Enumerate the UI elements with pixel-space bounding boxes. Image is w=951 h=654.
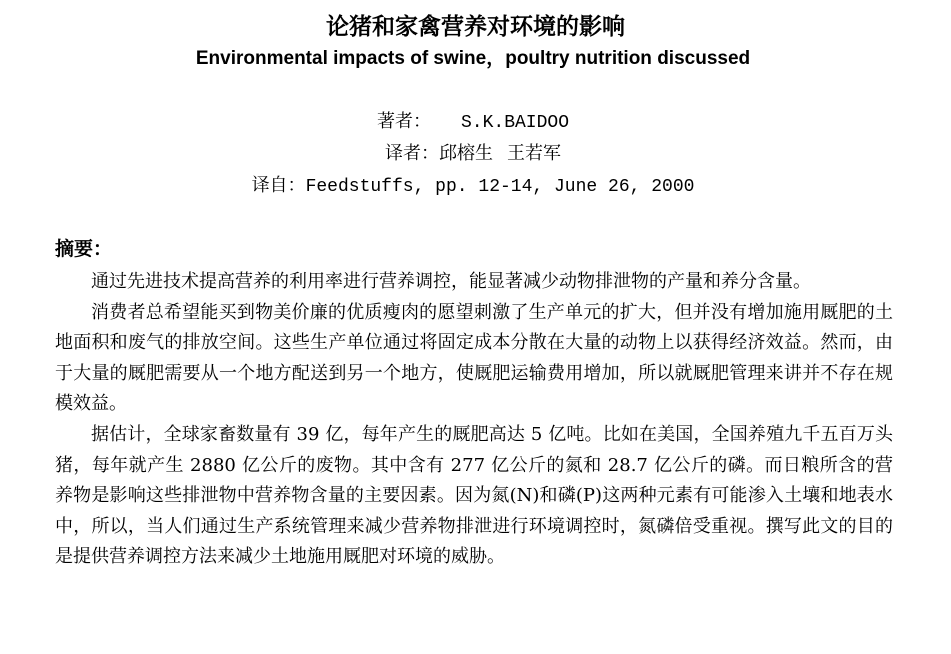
source-label: 译自： (251, 175, 306, 196)
translator-label: 译者： (385, 143, 439, 164)
translator-name-2: 王若军 (507, 143, 561, 164)
title-chinese: 论猪和家禽营养对环境的影响 (326, 14, 625, 40)
author-label: 著者： (376, 111, 431, 132)
title-english: Environmental impacts of swine，poultry nutrition discussed (195, 48, 751, 69)
abstract-heading: 摘要： (55, 238, 113, 260)
translator-line (0, 141, 946, 167)
author-line (0, 109, 946, 136)
translator-name-1: 邱榕生 (439, 143, 493, 164)
source-line (0, 173, 946, 200)
author-name: S.K.BAIDOO (460, 113, 570, 133)
abstract-paragraph: 据估计，全球家畜数量有 39 亿，每年产生的厩肥高达 5 亿吨。比如在美国，全国养殖九千五百万头猪，每年就产生 2880 亿公斤的废物。其中含有 277 亿公斤的氮和 28.7 亿公斤的磷。而日粮所含的营养物是影响这些排泄物中营养物含量的主要因素。因为氮(N)和磷(P)这两种元素有可能渗入土壤和地表水中，所以，当人们通过生产系统管理来减少营养物排泄进行环境调控时，氮磷倍受重视。撰写此文的目的是提供营养调控方法来减少土地施用厩肥对环境的威胁。 (55, 423, 893, 568)
source-citation: Feedstuffs, pp. 12-14, June 26, 2000 (305, 177, 695, 197)
abstract-body (55, 267, 893, 573)
abstract-paragraph: 通过先进技术提高营养的利用率进行营养调控，能显著减少动物排泄物的产量和养分含量。 (91, 271, 811, 292)
abstract-paragraph: 消费者总希望能买到物美价廉的优质瘦肉的愿望刺激了生产单元的扩大，但并没有增加施用厩肥的土地面积和废气的排放空间。这些生产单位通过将固定成本分散在大量的动物上以获得经济效益。然而，由于大量的厩肥需要从一个地方配送到另一个地方，使厩肥运输费用增加，所以就厩肥管理来讲并不存在规模效益。 (55, 301, 893, 415)
